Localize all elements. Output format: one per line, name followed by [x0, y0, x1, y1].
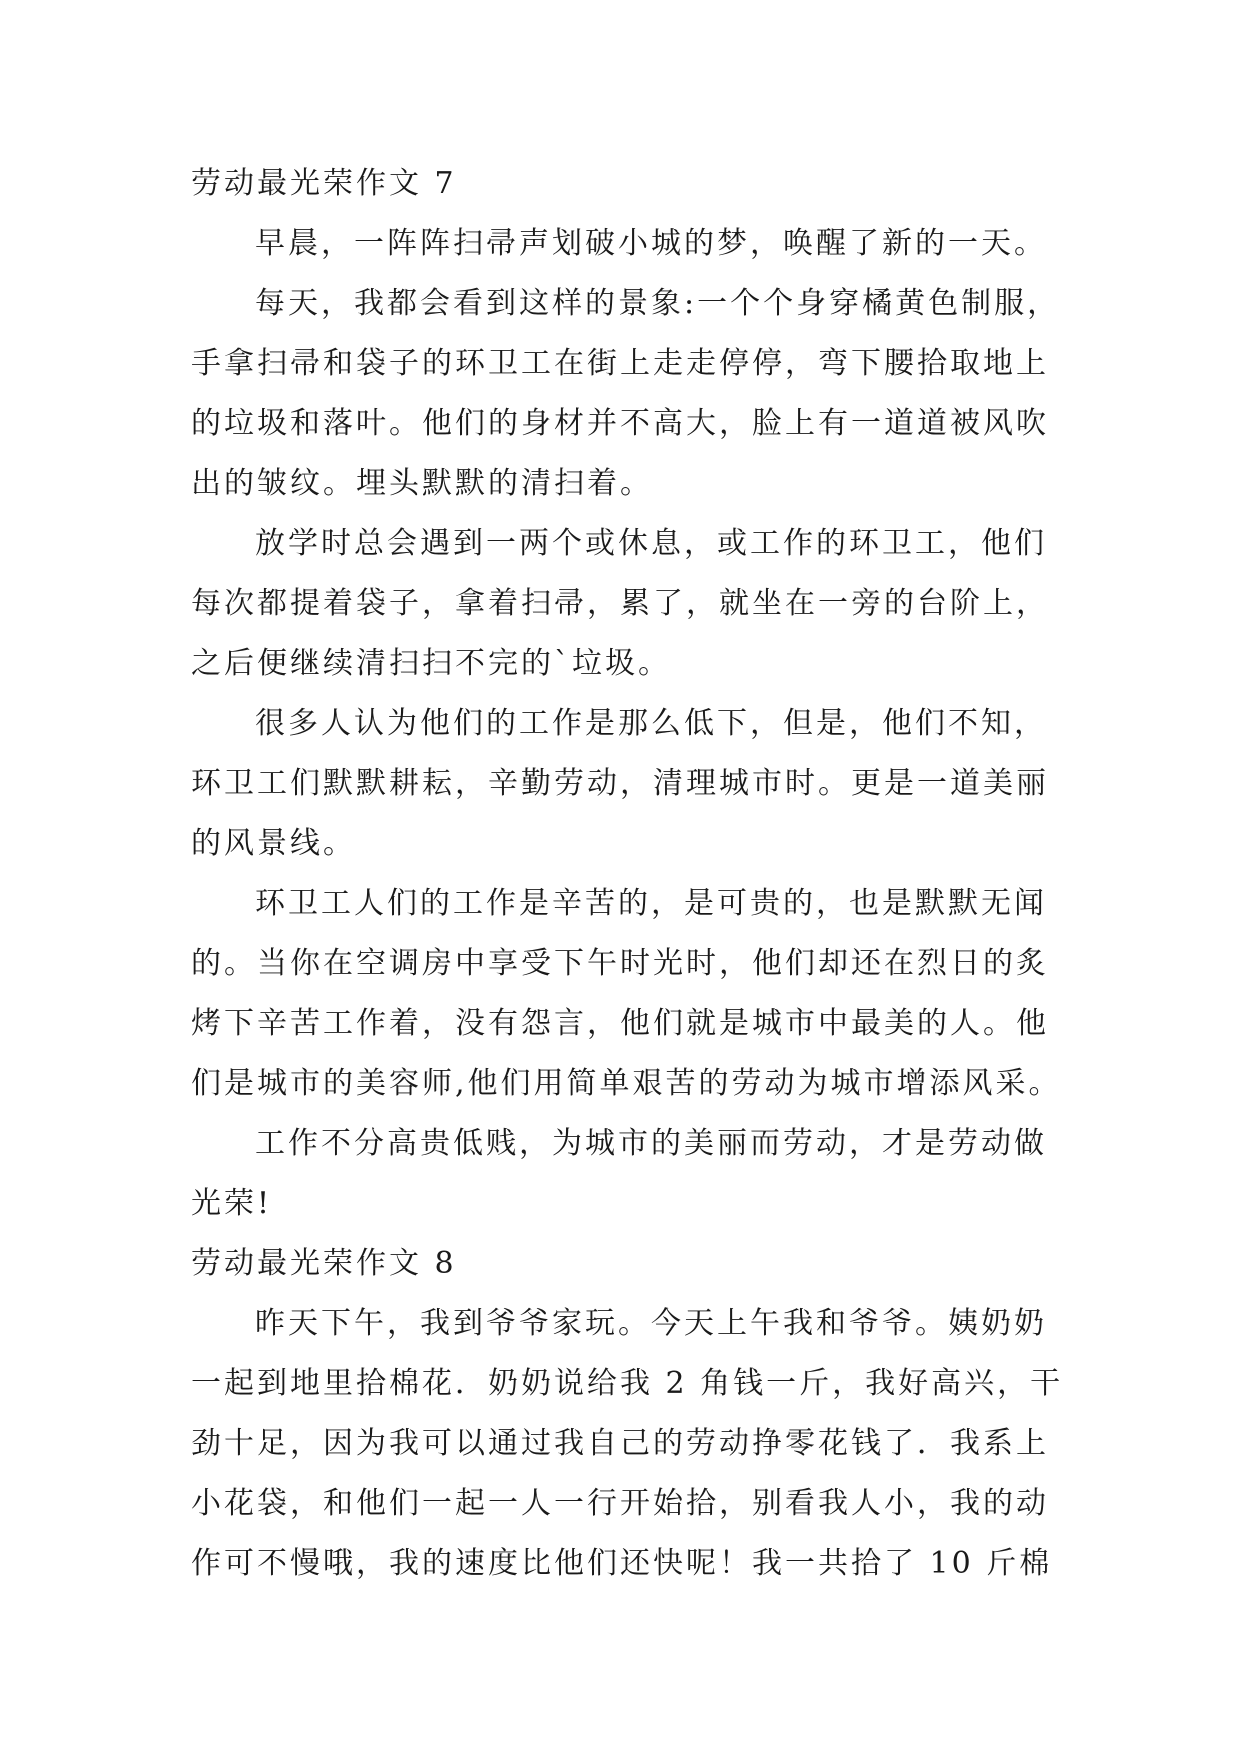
essay-title-7: 劳动最光荣作文 7 — [191, 166, 457, 201]
paragraph-line: 环卫工们默默耕耘，辛勤劳动，清理城市时。更是一道美丽 — [191, 766, 1049, 801]
paragraph-line: 烤下辛苦工作着，没有怨言，他们就是城市中最美的人。他 — [191, 1006, 1049, 1041]
paragraph-line: 一起到地里拾棉花．奶奶说给我 2 角钱一斤，我好高兴，干 — [191, 1366, 1064, 1401]
paragraph-line: 们是城市的美容师,他们用简单艰苦的劳动为城市增添风采。 — [191, 1066, 1062, 1101]
paragraph-line: 工作不分高贵低贱，为城市的美丽而劳动，才是劳动做 — [255, 1126, 1047, 1161]
paragraph-line: 昨天下午，我到爷爷家玩。今天上午我和爷爷。姨奶奶 — [255, 1306, 1047, 1341]
paragraph-line: 很多人认为他们的工作是那么低下，但是，他们不知， — [255, 706, 1047, 741]
paragraph-line: 光荣! — [191, 1186, 273, 1221]
paragraph-line: 每次都提着袋子，拿着扫帚，累了，就坐在一旁的台阶上， — [191, 586, 1049, 621]
essay-title-8: 劳动最光荣作文 8 — [191, 1246, 457, 1281]
paragraph-line: 手拿扫帚和袋子的环卫工在街上走走停停，弯下腰拾取地上 — [191, 346, 1049, 381]
paragraph-line: 环卫工人们的工作是辛苦的，是可贵的，也是默默无闻 — [255, 886, 1047, 921]
paragraph-line: 每天，我都会看到这样的景象:一个个身穿橘黄色制服， — [255, 286, 1061, 321]
paragraph-line: 作可不慢哦，我的速度比他们还快呢！我一共拾了 10 斤棉 — [191, 1546, 1053, 1581]
paragraph-line: 的。当你在空调房中享受下午时光时，他们却还在烈日的炙 — [191, 946, 1049, 981]
paragraph-line: 之后便继续清扫扫不完的`垃圾。 — [191, 646, 671, 681]
paragraph-line: 早晨，一阵阵扫帚声划破小城的梦，唤醒了新的一天。 — [255, 226, 1047, 261]
paragraph-line: 放学时总会遇到一两个或休息，或工作的环卫工，他们 — [255, 526, 1047, 561]
paragraph-line: 小花袋，和他们一起一人一行开始拾，别看我人小，我的动 — [191, 1486, 1049, 1521]
paragraph-line: 劲十足，因为我可以通过我自己的劳动挣零花钱了．我系上 — [191, 1426, 1049, 1461]
paragraph-line: 的垃圾和落叶。他们的身材并不高大，脸上有一道道被风吹 — [191, 406, 1049, 441]
paragraph-line: 出的皱纹。埋头默默的清扫着。 — [191, 466, 653, 501]
paragraph-line: 的风景线。 — [191, 826, 356, 861]
